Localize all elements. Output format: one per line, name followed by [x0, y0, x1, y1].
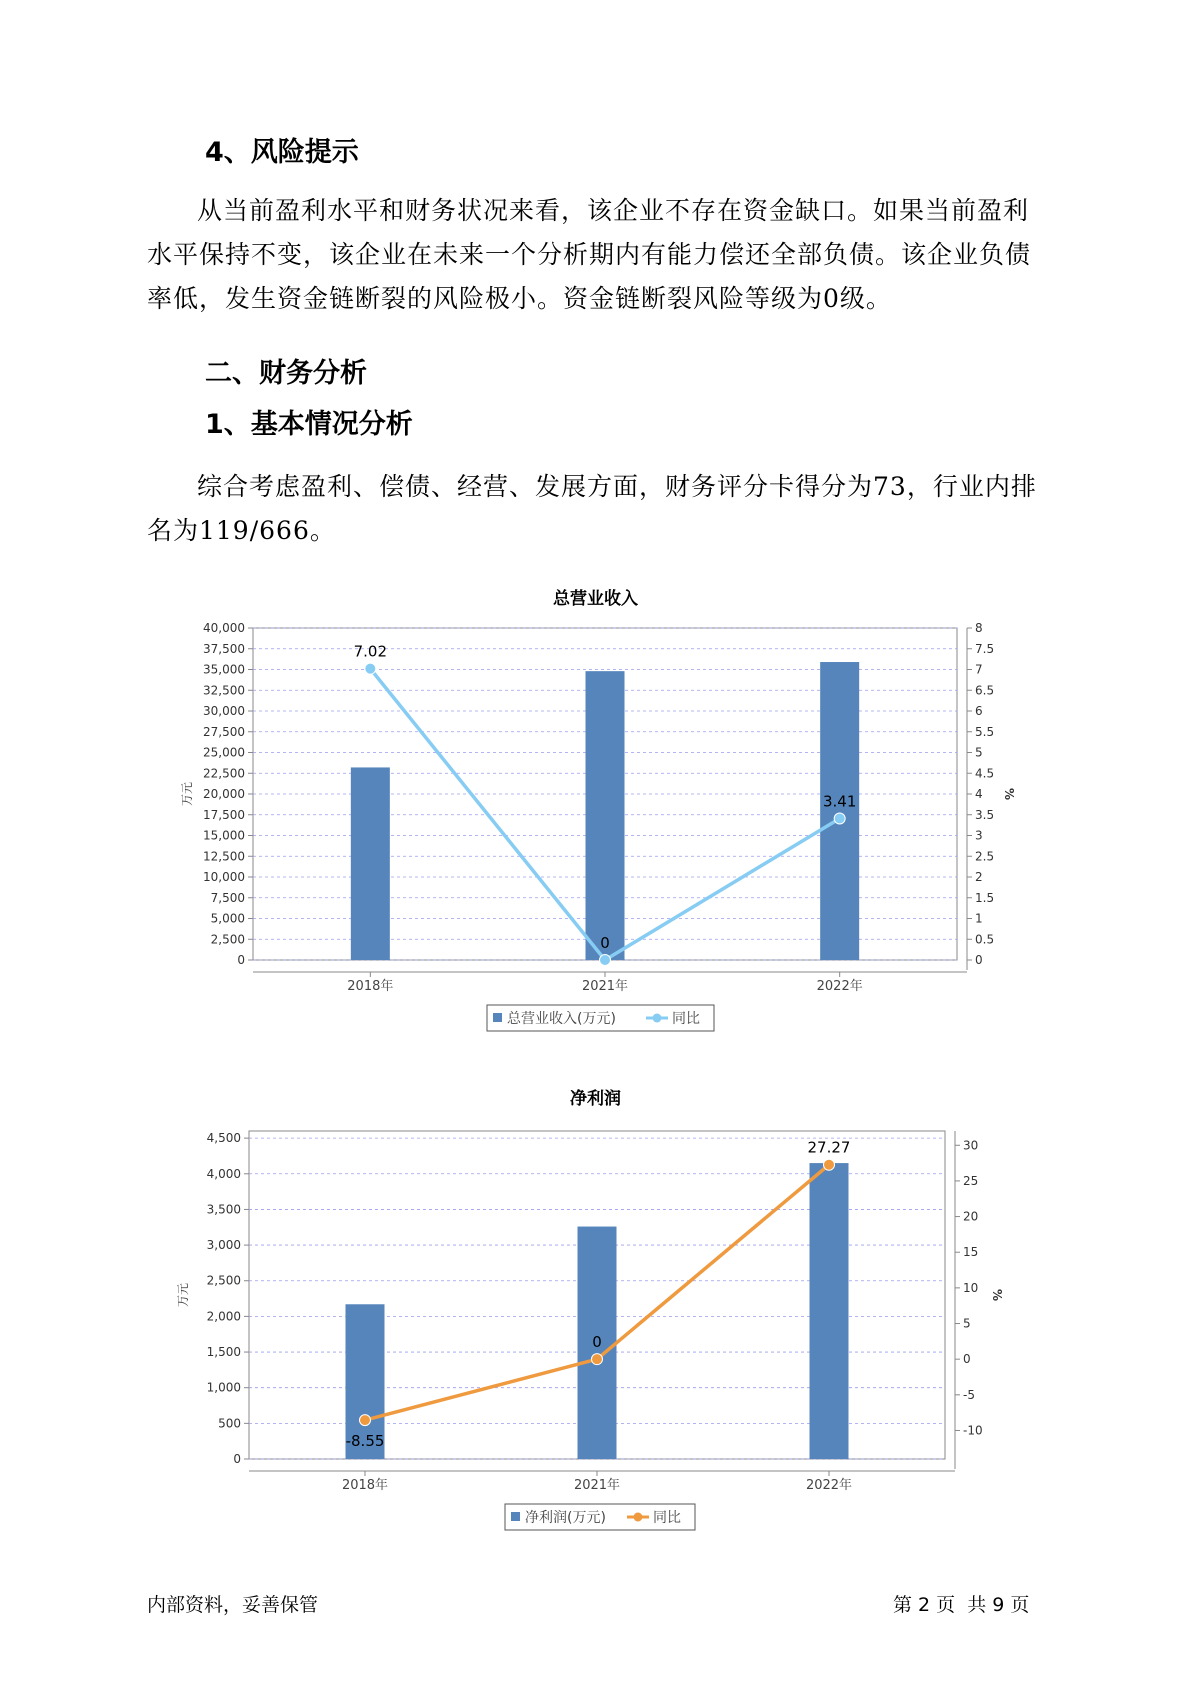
- y-tick-label: 35,000: [203, 662, 245, 677]
- trend-point: [592, 1354, 603, 1365]
- y-tick-label: 3,000: [206, 1238, 241, 1253]
- legend-bar-swatch: [511, 1512, 520, 1521]
- y-tick-label: 4,000: [206, 1166, 241, 1181]
- y2-tick-label: 20: [963, 1209, 979, 1224]
- bar: [810, 1163, 849, 1459]
- y-tick-label: 15,000: [203, 828, 245, 843]
- y-tick-label: 20,000: [203, 787, 245, 801]
- y2-tick-label: 5: [963, 1316, 971, 1331]
- basic-analysis-heading: 1、基本情况分析: [205, 409, 413, 440]
- legend-line-marker: [634, 1513, 643, 1522]
- y2-tick-label: 3.5: [975, 807, 995, 822]
- y2-tick-label: 2: [975, 870, 983, 884]
- x-tick-label: 2018年: [341, 1478, 389, 1493]
- y2-tick-label: 8: [975, 621, 983, 635]
- y-tick-label: 10,000: [203, 870, 245, 884]
- y2-tick-label: 0: [975, 953, 983, 967]
- y-tick-label: 500: [218, 1416, 241, 1431]
- y-tick-label: 25,000: [203, 745, 245, 760]
- y-tick-label: 30,000: [203, 704, 245, 718]
- y-tick-label: 1,000: [206, 1380, 241, 1395]
- y2-tick-label: 15: [963, 1245, 979, 1260]
- y-tick-label: 5,000: [210, 911, 245, 926]
- y-tick-label: 0: [233, 1452, 241, 1466]
- y-tick-label: 40,000: [203, 621, 245, 635]
- legend-bar-label: 净利润(万元): [525, 1510, 606, 1526]
- data-label: 3.41: [822, 792, 857, 811]
- y-tick-label: 0: [237, 953, 245, 967]
- y-tick-label: 17,500: [203, 807, 245, 822]
- y2-tick-label: 4.5: [975, 766, 995, 781]
- y-tick-label: 4,500: [206, 1131, 241, 1146]
- footer-page-number: 第 2 页 共 9 页: [893, 1594, 1030, 1616]
- x-tick-label: 2021年: [573, 1478, 621, 1493]
- y2-tick-label: 3: [975, 828, 983, 843]
- x-tick-label: 2022年: [816, 979, 863, 994]
- y2-tick-label: 0: [963, 1352, 971, 1367]
- y2-tick-label: 25: [963, 1173, 979, 1188]
- y2-tick-label: 7: [975, 662, 983, 677]
- y2-tick-label: 5.5: [975, 724, 995, 739]
- trend-point: [824, 1159, 835, 1170]
- y-tick-label: 1,500: [206, 1345, 241, 1360]
- y-tick-label: 22,500: [203, 766, 245, 781]
- x-tick-label: 2021年: [581, 979, 629, 994]
- y2-tick-label: 1: [975, 911, 983, 926]
- y2-tick-label: 6: [975, 704, 983, 718]
- y-tick-label: 2,000: [206, 1309, 241, 1324]
- y2-tick-label: 6.5: [975, 683, 995, 698]
- basic-paragraph: 综合考虑盈利、偿债、经营、发展方面，财务评分卡得分为73，行业内排名为119/666。: [147, 472, 1037, 545]
- y-tick-label: 2,500: [206, 1273, 241, 1288]
- y-tick-label: 32,500: [203, 683, 245, 698]
- risk-heading: 4、风险提示: [205, 137, 359, 168]
- y-tick-label: 27,500: [203, 724, 245, 739]
- y-tick-label: 7,500: [210, 890, 245, 905]
- risk-paragraph: 从当前盈利水平和财务状况来看，该企业不存在资金缺口。如果当前盈利水平保持不变，该企业在未来一个分析期内有能力偿还全部负债。该企业负债率低，发生资金链断裂的风险极小。资金链断裂风险等级为0级。: [147, 196, 1032, 313]
- y2-tick-label: 2.5: [975, 849, 995, 864]
- y-axis-label: 万元: [176, 1282, 190, 1308]
- y2-axis-label: %: [1002, 787, 1016, 801]
- data-label: 27.27: [807, 1138, 851, 1157]
- data-label: 0: [592, 1333, 602, 1352]
- y2-tick-label: -10: [963, 1423, 983, 1438]
- legend-line-label: 同比: [672, 1011, 700, 1027]
- chart-title: 总营业收入: [553, 589, 638, 609]
- y-tick-label: 12,500: [203, 849, 245, 864]
- trend-point: [360, 1415, 371, 1426]
- data-label: 7.02: [353, 642, 388, 661]
- y2-tick-label: 4: [975, 787, 983, 801]
- y2-tick-label: 30: [963, 1138, 979, 1153]
- y-tick-label: 37,500: [203, 641, 245, 656]
- x-tick-label: 2018年: [347, 979, 394, 994]
- chart-title: 净利润: [570, 1089, 621, 1109]
- y2-tick-label: 7.5: [975, 641, 995, 656]
- y2-tick-label: 0.5: [975, 932, 995, 947]
- x-tick-label: 2022年: [805, 1478, 853, 1493]
- y2-tick-label: 10: [963, 1280, 979, 1295]
- data-label: -8.55: [345, 1432, 385, 1451]
- y2-tick-label: 1.5: [975, 890, 995, 905]
- legend-line-label: 同比: [653, 1510, 681, 1526]
- y-axis-label: 万元: [180, 781, 194, 807]
- y2-axis-label: %: [990, 1288, 1004, 1302]
- footer-confidential: 内部资料，妥善保管: [147, 1594, 319, 1616]
- legend-bar-label: 总营业收入(万元): [507, 1011, 616, 1027]
- financial-analysis-heading: 二、财务分析: [205, 358, 367, 389]
- y2-tick-label: 5: [975, 745, 983, 760]
- y-tick-label: 2,500: [210, 932, 245, 947]
- y2-tick-label: -5: [963, 1387, 975, 1402]
- y-tick-label: 3,500: [206, 1202, 241, 1217]
- data-label: 0: [600, 934, 610, 952]
